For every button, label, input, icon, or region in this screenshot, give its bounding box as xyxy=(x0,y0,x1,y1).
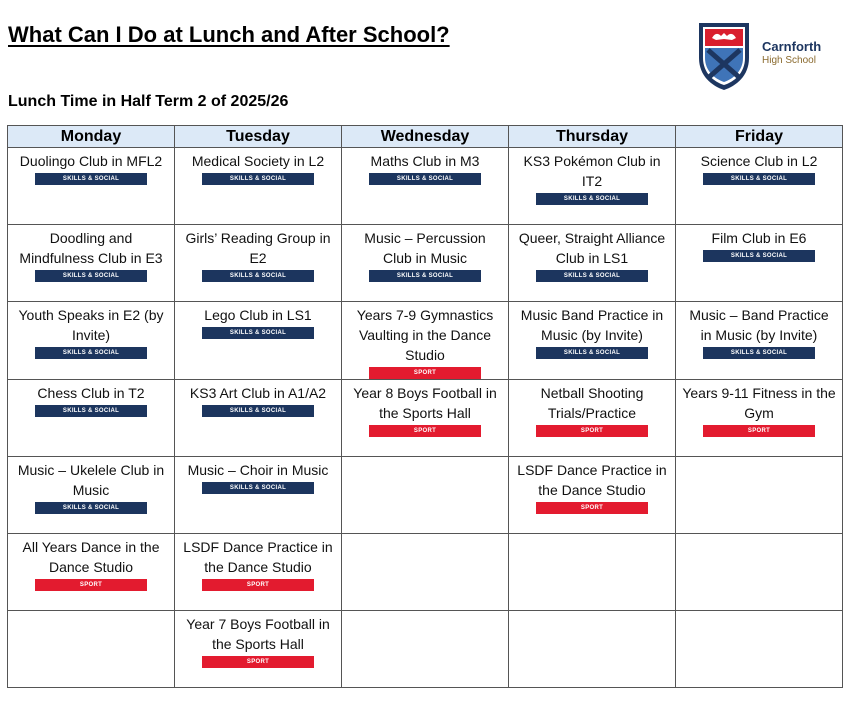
activity-cell-thursday xyxy=(509,380,676,457)
day-header-thursday: Thursday xyxy=(509,126,676,148)
sport-badge: SPORT xyxy=(369,367,481,379)
club-name: Year 8 Boys Football in the Sports Hall xyxy=(353,385,497,421)
activity-cell-thursday xyxy=(509,457,676,534)
sport-badge: SPORT xyxy=(536,425,648,437)
club-name: Duolingo Club in MFL2 xyxy=(19,153,163,169)
activity-cell-wednesday xyxy=(342,148,509,225)
skills-social-badge: SKILLS & SOCIAL xyxy=(35,270,147,282)
club-name: Music – Band Practice in Music (by Invite) xyxy=(689,307,829,343)
table-row xyxy=(8,302,843,380)
sport-badge: SPORT xyxy=(35,579,147,591)
skills-social-badge: SKILLS & SOCIAL xyxy=(369,270,481,282)
activity-cell-monday xyxy=(8,380,175,457)
club-name: Years 9-11 Fitness in the Gym xyxy=(682,385,836,421)
club-name: Music – Ukelele Club in Music xyxy=(17,462,165,498)
skills-social-badge: SKILLS & SOCIAL xyxy=(202,327,314,339)
skills-social-badge: SKILLS & SOCIAL xyxy=(536,270,648,282)
activity-cell-thursday xyxy=(509,225,676,302)
club-name: KS3 Art Club in A1/A2 xyxy=(189,385,327,401)
day-header-friday: Friday xyxy=(676,126,843,148)
skills-social-badge: SKILLS & SOCIAL xyxy=(369,173,481,185)
skills-social-badge: SKILLS & SOCIAL xyxy=(35,173,147,185)
club-name: Music – Choir in Music xyxy=(187,462,329,478)
sport-badge: SPORT xyxy=(703,425,815,437)
activity-cell-tuesday xyxy=(175,225,342,302)
activity-cell-friday xyxy=(676,534,843,611)
club-name: Years 7-9 Gymnastics Vaulting in the Dance Studio xyxy=(356,307,494,363)
club-name: Medical Society in L2 xyxy=(191,153,325,169)
header-row xyxy=(8,126,843,148)
club-name: LSDF Dance Practice in the Dance Studio xyxy=(183,539,333,575)
club-name: Girls’ Reading Group in E2 xyxy=(185,230,331,266)
sport-badge: SPORT xyxy=(369,425,481,437)
activity-cell-wednesday xyxy=(342,302,509,380)
skills-social-badge: SKILLS & SOCIAL xyxy=(35,502,147,514)
skills-social-badge: SKILLS & SOCIAL xyxy=(536,193,648,205)
logo-name: Carnforth xyxy=(762,39,822,54)
activity-cell-thursday xyxy=(509,534,676,611)
page-title: What Can I Do at Lunch and After School? xyxy=(8,22,450,47)
skills-social-badge: SKILLS & SOCIAL xyxy=(35,347,147,359)
sport-badge: SPORT xyxy=(536,502,648,514)
activity-cell-tuesday xyxy=(175,534,342,611)
activity-cell-tuesday xyxy=(175,380,342,457)
skills-social-badge: SKILLS & SOCIAL xyxy=(202,270,314,282)
table-row xyxy=(8,380,843,457)
page-subtitle: Lunch Time in Half Term 2 of 2025/26 xyxy=(8,93,289,110)
activity-cell-tuesday xyxy=(175,302,342,380)
skills-social-badge: SKILLS & SOCIAL xyxy=(202,173,314,185)
club-name: All Years Dance in the Dance Studio xyxy=(22,539,160,575)
activity-cell-tuesday xyxy=(175,611,342,688)
club-name: Netball Shooting Trials/Practice xyxy=(540,385,644,421)
club-name: Queer, Straight Alliance Club in LS1 xyxy=(518,230,666,266)
skills-social-badge: SKILLS & SOCIAL xyxy=(35,405,147,417)
activity-cell-friday xyxy=(676,380,843,457)
activity-cell-monday xyxy=(8,148,175,225)
day-header-monday: Monday xyxy=(8,126,175,148)
skills-social-badge: SKILLS & SOCIAL xyxy=(703,173,815,185)
club-name: Lego Club in LS1 xyxy=(204,307,312,323)
skills-social-badge: SKILLS & SOCIAL xyxy=(202,482,314,494)
club-name: Year 7 Boys Football in the Sports Hall xyxy=(186,616,330,652)
activity-cell-wednesday xyxy=(342,611,509,688)
activity-cell-wednesday xyxy=(342,380,509,457)
club-name: Maths Club in M3 xyxy=(370,153,480,169)
activity-cell-monday xyxy=(8,302,175,380)
skills-social-badge: SKILLS & SOCIAL xyxy=(536,347,648,359)
activity-cell-friday xyxy=(676,225,843,302)
activity-cell-wednesday xyxy=(342,534,509,611)
day-header-tuesday: Tuesday xyxy=(175,126,342,148)
table-row xyxy=(8,611,843,688)
table-row xyxy=(8,225,843,302)
club-name: Chess Club in T2 xyxy=(37,385,145,401)
activity-cell-wednesday xyxy=(342,225,509,302)
activity-cell-thursday xyxy=(509,148,676,225)
activity-cell-monday xyxy=(8,611,175,688)
logo-subname: High School xyxy=(762,55,816,66)
club-name: Film Club in E6 xyxy=(711,230,807,246)
club-name: Music – Percussion Club in Music xyxy=(364,230,486,266)
club-name: Music Band Practice in Music (by Invite) xyxy=(520,307,664,343)
activity-cell-friday xyxy=(676,302,843,380)
club-name: Doodling and Mindfulness Club in E3 xyxy=(19,230,163,266)
activity-cell-friday xyxy=(676,457,843,534)
skills-social-badge: SKILLS & SOCIAL xyxy=(703,347,815,359)
activity-cell-monday xyxy=(8,534,175,611)
table-row xyxy=(8,534,843,611)
school-crest-icon xyxy=(696,20,752,92)
skills-social-badge: SKILLS & SOCIAL xyxy=(202,405,314,417)
activity-cell-wednesday xyxy=(342,457,509,534)
activity-cell-monday xyxy=(8,225,175,302)
activity-cell-thursday xyxy=(509,611,676,688)
club-name: Youth Speaks in E2 (by Invite) xyxy=(18,307,164,343)
activity-cell-tuesday xyxy=(175,148,342,225)
sport-badge: SPORT xyxy=(202,579,314,591)
activity-cell-friday xyxy=(676,148,843,225)
sport-badge: SPORT xyxy=(202,656,314,668)
table-row xyxy=(8,148,843,225)
table-row xyxy=(8,457,843,534)
lunch-timetable xyxy=(7,125,843,688)
activity-cell-thursday xyxy=(509,302,676,380)
activity-cell-monday xyxy=(8,457,175,534)
club-name: KS3 Pokémon Club in IT2 xyxy=(523,153,661,189)
skills-social-badge: SKILLS & SOCIAL xyxy=(703,250,815,262)
school-logo xyxy=(696,20,846,92)
activity-cell-friday xyxy=(676,611,843,688)
day-header-wednesday: Wednesday xyxy=(342,126,509,148)
activity-cell-tuesday xyxy=(175,457,342,534)
club-name: Science Club in L2 xyxy=(700,153,818,169)
club-name: LSDF Dance Practice in the Dance Studio xyxy=(517,462,667,498)
